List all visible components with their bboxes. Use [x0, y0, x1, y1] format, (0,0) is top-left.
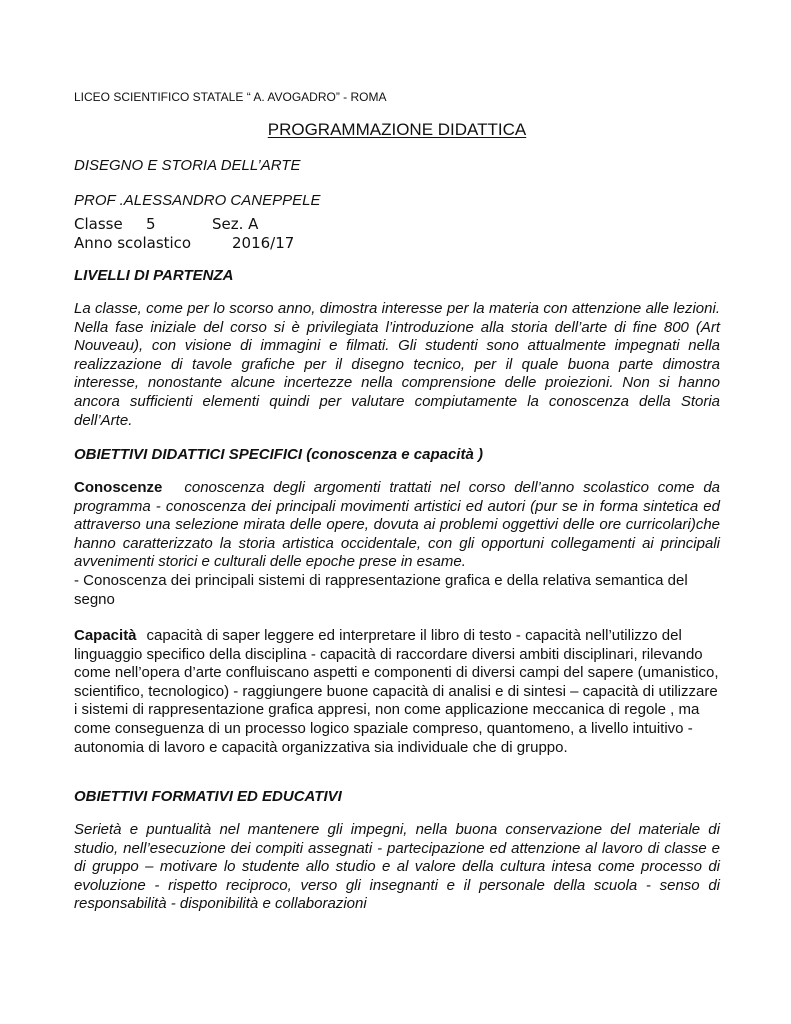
section-value: Sez. A	[212, 215, 259, 233]
conoscenze-text: conoscenza degli argomenti trattati nel corso dell’anno scolastico come da programma - conoscenza dei principali movimenti artistici ed autori (pur se in forma sintetica ed attraverso una selezione mirata delle opere, dovuta ai problemi oggettivi delle ore curricolari)che hanno caratterizzato la storia artistica occidentale, con gli opportuni collegamenti ai principali avvenimenti storici e culturali delle epoche prese in esame.	[74, 479, 720, 571]
paragraph-obiettivi-formativi: Serietà e puntualità nel mantenere gli impegni, nella buona conservazione del materiale di studio, nell’esecuzione dei compiti assegnati - partecipazione ed attenzione al lavoro di classe e di gruppo – motivare lo studente allo studio e al valore della cultura intesa come processo di evoluzione - rispetto reciproco, verso gli insegnanti e il personale della scuola - senso di responsabilità - disponibilità e collaborazioni	[74, 821, 720, 913]
heading-obiettivi-formativi: OBIETTIVI FORMATIVI ED EDUCATIVI	[74, 788, 342, 805]
year-value: 2016/17	[232, 234, 295, 252]
class-label: Classe	[74, 215, 123, 233]
paragraph-livelli-partenza: La classe, come per lo scorso anno, dimostra interesse per la materia con attenzione alle lezioni. Nella fase iniziale del corso si è privilegiata l’introduzione alla storia dell’arte di fine 800 (Art Nouveau), con visione di immagini e filmati. Gli studenti sono attualmente impegnati nella realizzazione di tavole grafiche per il disegno tecnico, per il quale buona parte dimostra interesse, nonostante alcune incertezze nella comprensione delle proiezioni. Non si hanno ancora sufficienti elementi quindi per valutare compiutamente la conoscenza della Storia dell’Arte.	[74, 300, 720, 429]
conoscenze-label: Conoscenze	[74, 479, 163, 496]
capacita-label: Capacità	[74, 627, 137, 644]
class-value: 5	[146, 215, 156, 233]
paragraph-capacita	[74, 627, 720, 757]
school-name: LICEO SCIENTIFICO STATALE “ A. AVOGADRO” - ROMA	[74, 90, 387, 104]
paragraph-conoscenze	[74, 479, 720, 572]
teacher-name: PROF .ALESSANDRO CANEPPELE	[74, 192, 321, 209]
heading-livelli-partenza: LIVELLI DI PARTENZA	[74, 267, 234, 284]
year-label: Anno scolastico	[74, 234, 192, 252]
school-year-info	[74, 234, 294, 252]
capacita-text: capacità di saper leggere ed interpretare il libro di testo - capacità nell’utilizzo del linguaggio specifico della disciplina - capacità di raccordare diversi ambiti disciplinari, rilevando come nell’opera d’arte confluiscano aspetti e componenti di diversi campi del sapere (umanistico, scientifico, tecnologico) - raggiungere buone capacità di analisi e di sintesi – capacità di utilizzare i sistemi di rappresentazione grafica appresi, non come applicazione meccanica di regole , ma come conseguenza di un processo logico spaziale compreso, quantomeno, a livello intuitivo - autonomia di lavoro e capacità organizzativa sia individuale che di gruppo.	[74, 627, 719, 756]
subject-line: DISEGNO E STORIA DELL’ARTE	[74, 157, 301, 174]
document-title: PROGRAMMAZIONE DIDATTICA	[267, 120, 527, 139]
paragraph-conoscenze-grafica: - Conoscenza dei principali sistemi di rappresentazione grafica e della relativa semantica del segno	[74, 572, 688, 608]
class-info	[74, 215, 258, 233]
heading-obiettivi-didattici: OBIETTIVI DIDATTICI SPECIFICI (conoscenza e capacità )	[74, 446, 483, 463]
